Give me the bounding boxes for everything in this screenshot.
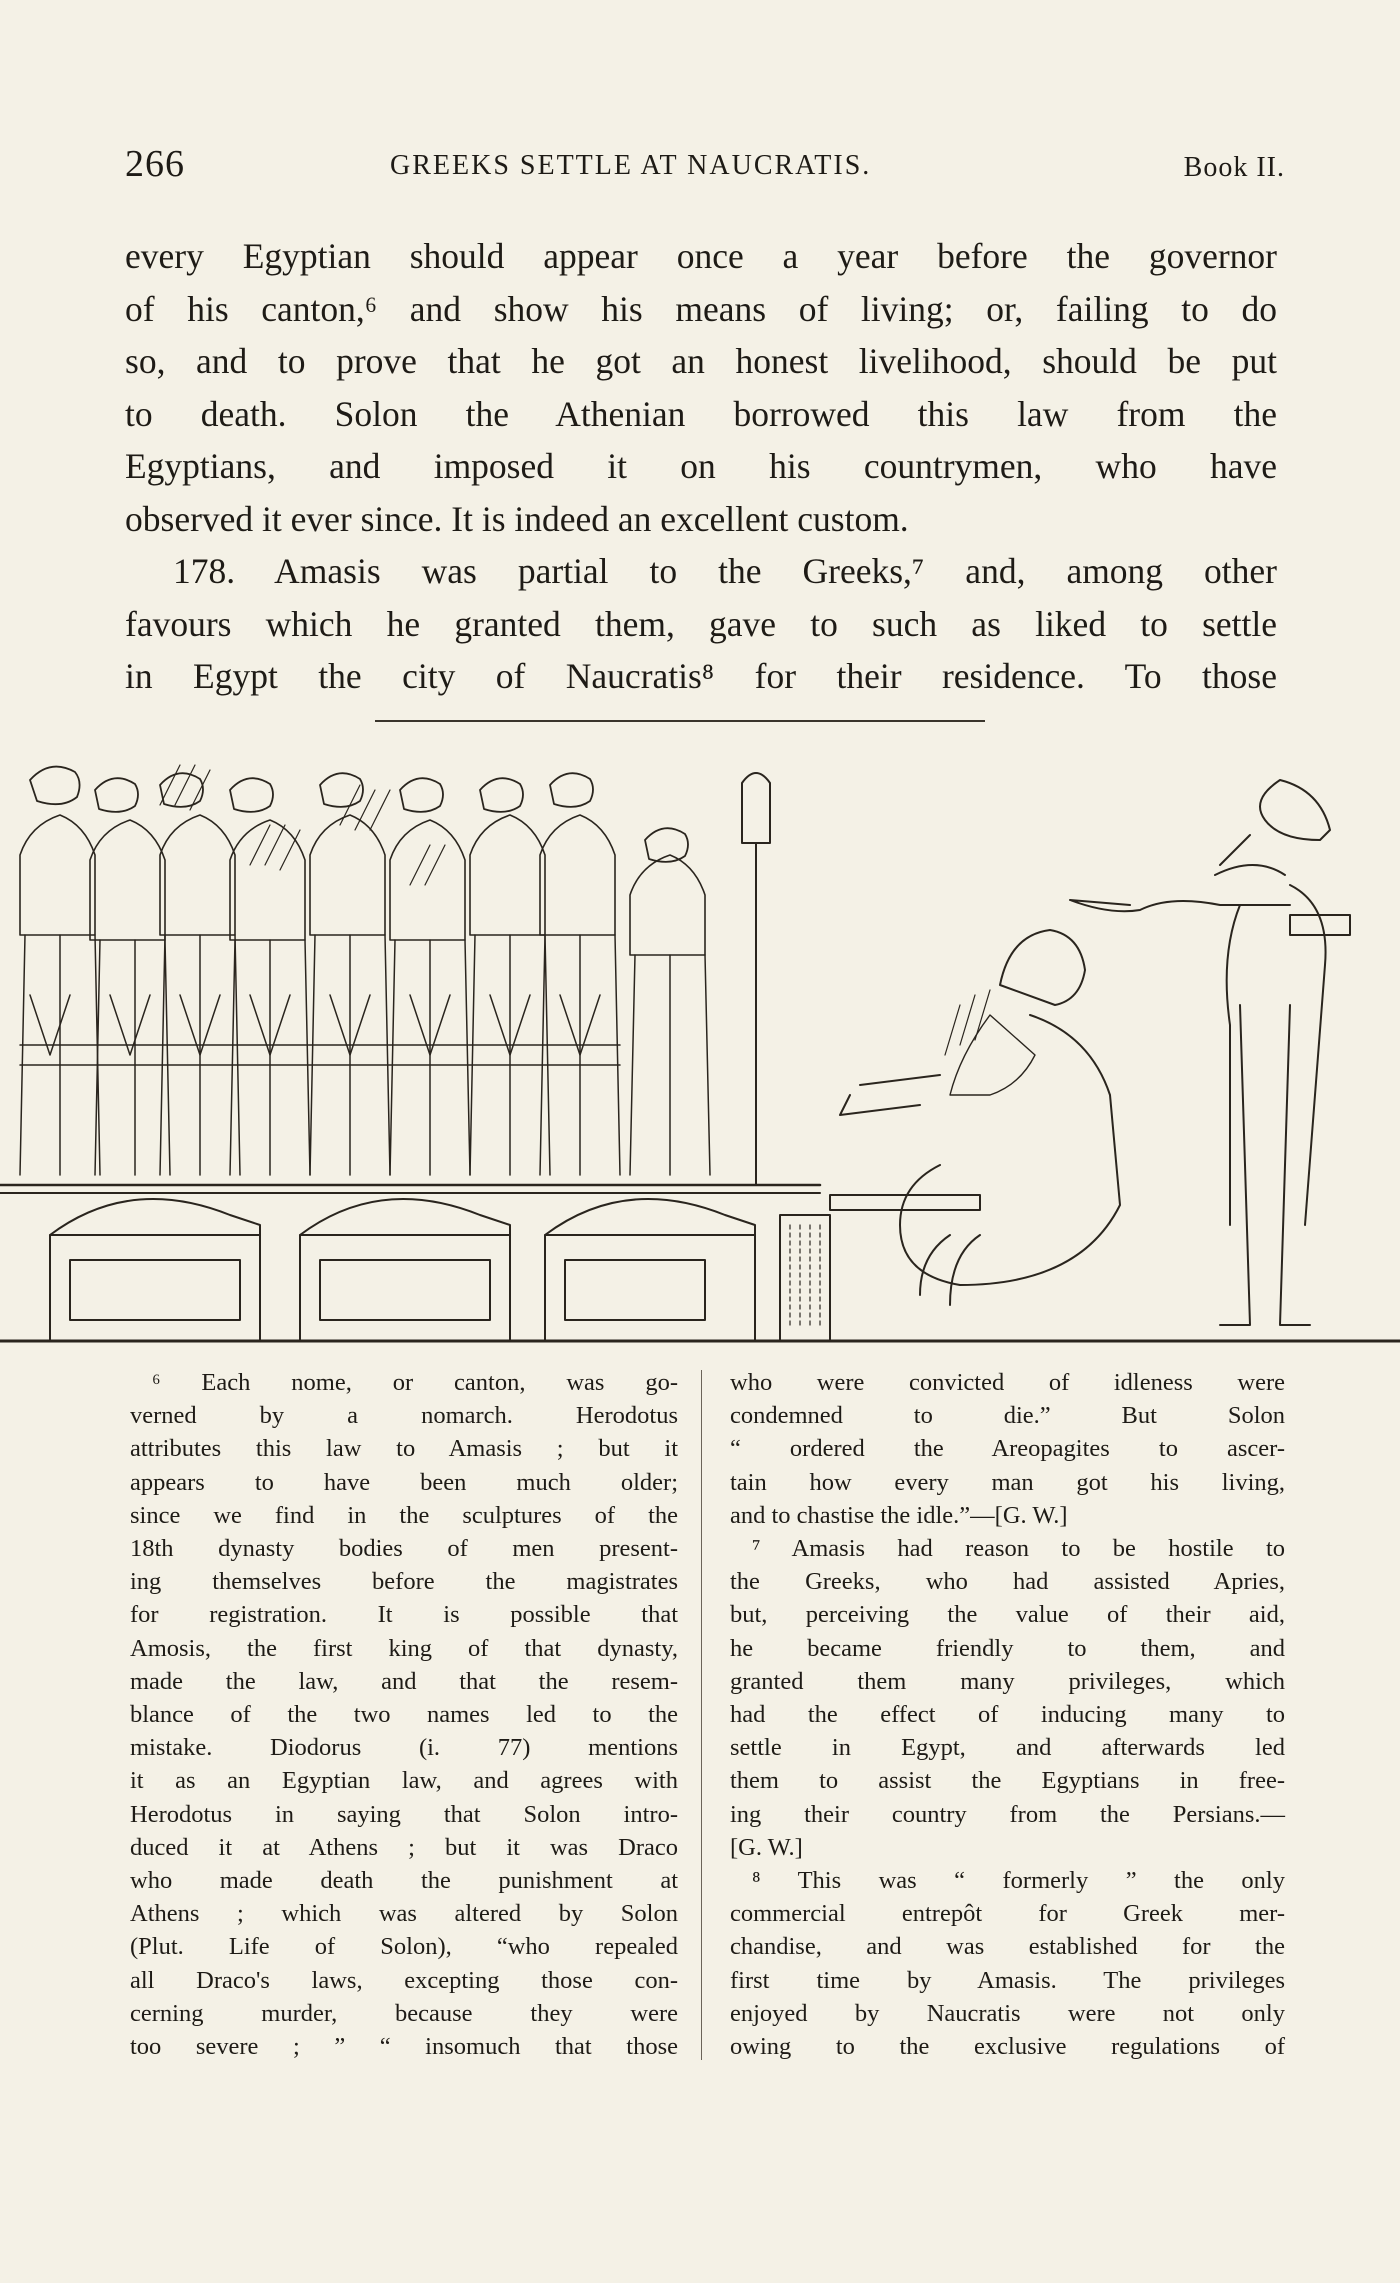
footnote-line: ⁷ Amasis had reason to be hostile to: [752, 1535, 1285, 1563]
footnote-line: enjoyed by Naucratis were not only: [730, 1999, 1285, 2027]
footnote-line: first time by Amasis. The privileges: [730, 1966, 1285, 1994]
footnote-line: “ ordered the Areopagites to ascer-: [730, 1435, 1285, 1463]
book-label: Book II.: [1183, 152, 1285, 183]
body-line: every Egyptian should appear once a year before the governor: [125, 236, 1277, 276]
footnote-line: granted them many privileges, which: [730, 1667, 1285, 1695]
footnote-line: ⁶ Each nome, or canton, was go-: [152, 1369, 678, 1396]
running-head: [125, 136, 1285, 196]
standard-staff: [742, 773, 770, 1185]
footnote-line: chandise, and was established for the: [730, 1933, 1285, 1961]
footnote-line: [G. W.]: [730, 1833, 803, 1861]
footnote-line: commercial entrepôt for Greek mer-: [730, 1900, 1285, 1928]
footnote-line: appears to have been much older;: [130, 1468, 678, 1496]
footnote-line: ⁸ This was “ formerly ” the only: [752, 1867, 1285, 1895]
body-line: in Egypt the city of Naucratis⁸ for their residence. To those: [125, 656, 1277, 696]
footnote-line: mistake. Diodorus (i. 77) mentions: [130, 1734, 678, 1762]
body-line: to death. Solon the Athenian borrowed this law from the: [125, 393, 1277, 434]
footnote-line: duced it at Athens ; but it was Draco: [130, 1833, 678, 1861]
footnote-line: it as an Egyptian law, and agrees with: [130, 1767, 678, 1795]
footnote-line: (Plut. Life of Solon), “who repealed: [130, 1933, 678, 1961]
footnote-line: blance of the two names led to the: [130, 1701, 678, 1729]
footnote-line: who were convicted of idleness were: [730, 1369, 1285, 1396]
seated-scribe: [780, 930, 1120, 1341]
chests: [50, 1199, 755, 1341]
footnote-line: cerning murder, because they were: [130, 1999, 678, 2027]
section-rule: [375, 720, 985, 722]
footnote-line: too severe ; ” “ insomuch that those: [130, 2033, 678, 2061]
page-number: 266: [125, 143, 185, 185]
footnote-line: for registration. It is possible that: [130, 1601, 678, 1629]
standing-official: [1070, 780, 1350, 1325]
body-line: Egyptians, and imposed it on his countrymen, who have: [125, 446, 1277, 486]
footnote-line: who made death the punishment at: [130, 1867, 678, 1895]
procession-figures: [20, 765, 710, 1175]
footnote-line: Herodotus in saying that Solon intro-: [130, 1800, 678, 1828]
egyptian-relief-illustration: [0, 745, 1400, 1345]
footnote-line: Athens ; which was altered by Solon: [130, 1900, 678, 1928]
footnote-line: made the law, and that the resem-: [130, 1667, 678, 1695]
footnote-line: ing themselves before the magistrates: [130, 1568, 678, 1596]
footnote-line: had the effect of inducing many to: [730, 1701, 1285, 1729]
footnote-line: owing to the exclusive regulations of: [730, 2033, 1285, 2061]
footnote-line: Amosis, the first king of that dynasty,: [130, 1634, 678, 1662]
body-line: favours which he granted them, gave to such as liked to settle: [125, 603, 1277, 644]
footnote-line: tain how every man got his living,: [730, 1468, 1285, 1496]
footnote-line: ing their country from the Persians.—: [730, 1800, 1285, 1828]
footnote-line: but, perceiving the value of their aid,: [730, 1601, 1285, 1629]
footnote-line: settle in Egypt, and afterwards led: [730, 1734, 1285, 1762]
footnote-line: condemned to die.” But Solon: [730, 1402, 1285, 1430]
running-title: GREEKS SETTLE AT NAUCRATIS.: [390, 150, 872, 181]
footnote-line: he became friendly to them, and: [730, 1634, 1285, 1662]
footnote-line: the Greeks, who had assisted Apries,: [730, 1568, 1285, 1596]
footnotes-left-column: [130, 1366, 678, 2063]
footnote-line: all Draco's laws, excepting those con-: [130, 1966, 678, 1994]
footnote-line: since we find in the sculptures of the: [130, 1501, 678, 1529]
footnote-line: verned by a nomarch. Herodotus: [130, 1402, 678, 1430]
body-text: [125, 230, 1277, 703]
footnotes-right-column: [730, 1366, 1285, 2063]
body-line: 178. Amasis was partial to the Greeks,⁷ and, among other: [173, 551, 1277, 591]
footnotes: [130, 1366, 1285, 2066]
body-line: so, and to prove that he got an honest livelihood, should be put: [125, 341, 1277, 381]
body-line: of his canton,⁶ and show his means of living; or, failing to do: [125, 288, 1277, 329]
footnote-line: 18th dynasty bodies of men present-: [130, 1535, 678, 1563]
footnote-line: and to chastise the idle.”—[G. W.]: [730, 1501, 1068, 1529]
column-divider: [701, 1370, 702, 2060]
footnote-line: attributes this law to Amasis ; but it: [130, 1435, 678, 1463]
footnote-line: them to assist the Egyptians in free-: [730, 1767, 1285, 1795]
body-line: observed it ever since. It is indeed an excellent custom.: [125, 498, 909, 539]
